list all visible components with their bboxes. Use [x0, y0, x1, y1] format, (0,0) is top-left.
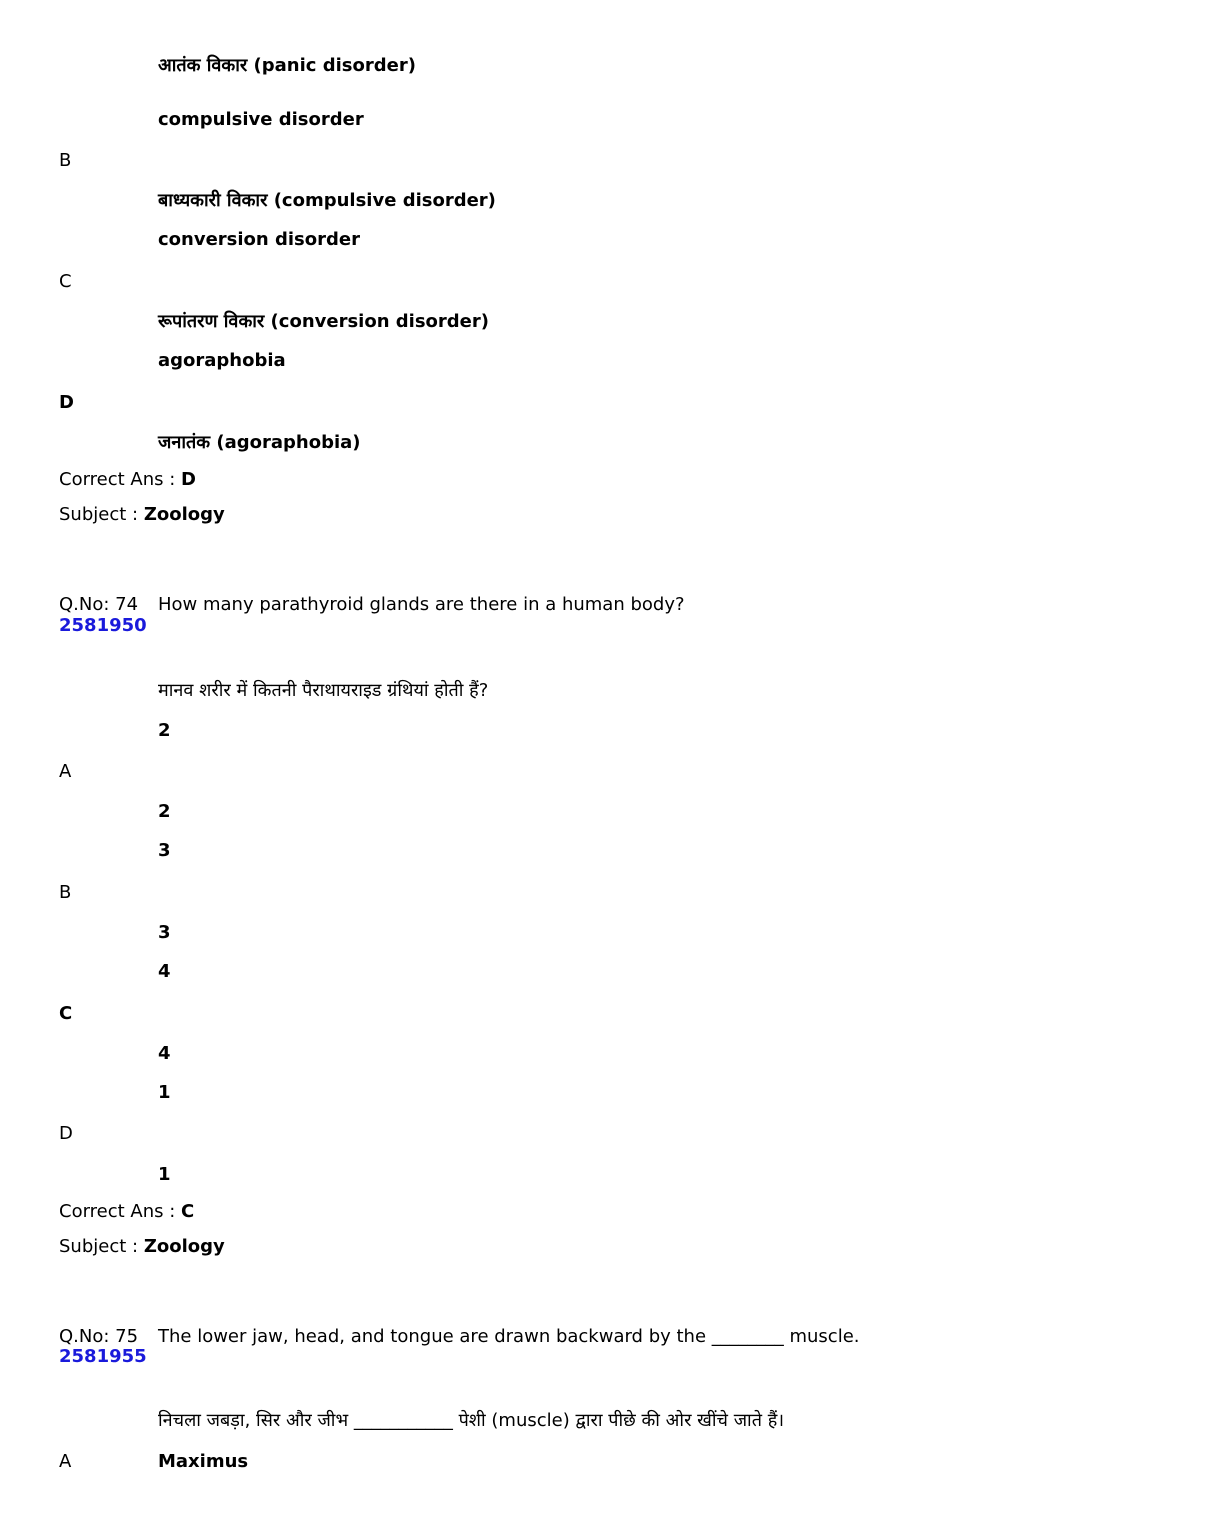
- correct-answer-label: Correct Ans :: [59, 1201, 176, 1222]
- question-text-english: The lower jaw, head, and tongue are drawn backward by the ________ muscle.: [158, 1326, 860, 1347]
- option-c-hindi: 4: [158, 1043, 171, 1064]
- option-d-label: D: [59, 1123, 73, 1144]
- option-a-english: 2: [158, 720, 171, 741]
- option-c-label: C: [59, 1003, 73, 1024]
- option-c-label: C: [59, 271, 72, 292]
- option-c-hindi: रूपांतरण विकार (conversion disorder): [158, 311, 489, 332]
- subject-label: Subject :: [59, 1236, 139, 1257]
- correct-answer: [59, 471, 196, 489]
- subject-value: Zoology: [143, 1236, 225, 1257]
- option-a-label: A: [59, 761, 72, 782]
- correct-answer-value: C: [181, 1201, 195, 1222]
- question-text-hindi: निचला जबड़ा, सिर और जीभ ___________ पेशी (muscle) द्वारा पीछे की ओर खींचे जाते हैं।: [158, 1410, 785, 1431]
- option-d-hindi: जनातंक (agoraphobia): [158, 432, 361, 453]
- option-b-hindi: 3: [158, 922, 171, 943]
- subject: [59, 506, 225, 524]
- option-a-label: A: [59, 1451, 72, 1472]
- option-b-english: compulsive disorder: [158, 109, 364, 130]
- question-text-english: How many parathyroid glands are there in a human body?: [158, 594, 685, 615]
- option-d-label: D: [59, 392, 74, 413]
- question-id: 2581955: [59, 1346, 147, 1367]
- question-number: Q.No: 74: [59, 594, 139, 615]
- option-c-english: 4: [158, 961, 171, 982]
- question-id: 2581950: [59, 615, 147, 636]
- option-d-english: agoraphobia: [158, 350, 286, 371]
- option-b-english: 3: [158, 840, 171, 861]
- question-number: Q.No: 75: [59, 1326, 139, 1347]
- option-b-hindi: बाध्यकारी विकार (compulsive disorder): [158, 190, 496, 211]
- subject-label: Subject :: [59, 504, 139, 525]
- option-a-hindi: आतंक विकार (panic disorder): [158, 55, 416, 76]
- option-b-label: B: [59, 882, 72, 903]
- correct-answer-value: D: [181, 469, 196, 490]
- correct-answer-label: Correct Ans :: [59, 469, 176, 490]
- option-c-english: conversion disorder: [158, 229, 360, 250]
- question-text-hindi: मानव शरीर में कितनी पैराथायराइड ग्रंथियां होती हैं?: [158, 680, 489, 701]
- option-b-label: B: [59, 150, 72, 171]
- subject-value: Zoology: [143, 504, 225, 525]
- option-a-hindi: 2: [158, 801, 171, 822]
- correct-answer: [59, 1203, 194, 1221]
- subject: [59, 1238, 225, 1256]
- option-a-english: Maximus: [158, 1451, 249, 1472]
- option-d-english: 1: [158, 1082, 171, 1103]
- option-d-hindi: 1: [158, 1164, 171, 1185]
